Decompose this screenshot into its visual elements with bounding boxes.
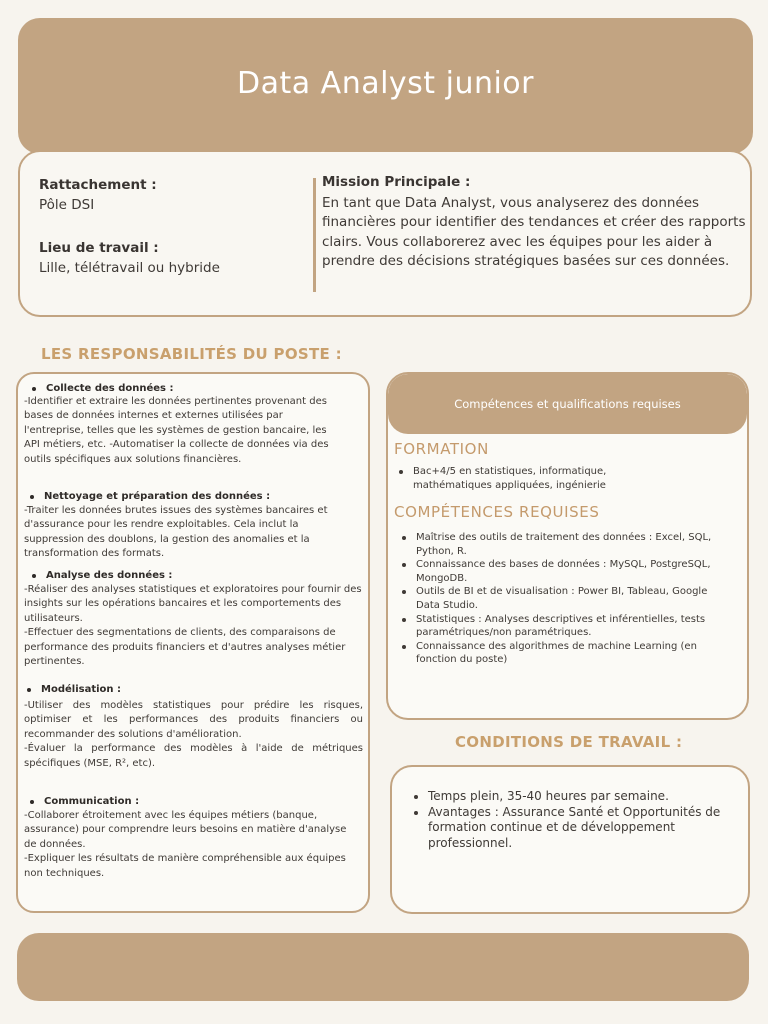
- resp-title: Communication :: [24, 796, 364, 807]
- resp-analyse: [24, 570, 364, 669]
- resp-title: Analyse des données :: [24, 570, 364, 581]
- conditions-list: [412, 789, 722, 851]
- list-item: Outils de BI et de visualisation : Power BI, Tableau, Google Data Studio.: [398, 585, 718, 612]
- resp-body: -Identifier et extraire les données pertinentes provenant des bases de données internes et externes utilisées par l'entreprise, telles que les systèmes de gestion bancaire, les API métiers, etc. -Automatiser la collecte de données via des outils spécifiques aux solutions financières.: [24, 396, 329, 465]
- resp-communication: [24, 796, 364, 881]
- resp-body: -Réaliser des analyses statistiques et exploratoires pour fournir des insights sur les opérations bancaires et les comportements des utilisateurs. -Effectuer des segmentations de clients, des comparaisons de performance des produits financiers et d'autres analyses métier pertinentes.: [24, 584, 362, 668]
- mission-divider: [313, 178, 316, 292]
- rattachement-value: Pôle DSI: [39, 197, 95, 213]
- mission-label: Mission Principale :: [322, 174, 471, 190]
- resp-title: Modélisation :: [24, 684, 364, 695]
- competences-card: [386, 372, 749, 720]
- list-item: Maîtrise des outils de traitement des données : Excel, SQL, Python, R.: [398, 531, 718, 558]
- requises-heading: COMPÉTENCES REQUISES: [394, 503, 600, 521]
- responsibilities-heading: LES RESPONSABILITÉS DU POSTE :: [41, 345, 342, 363]
- competences-header-text: Compétences et qualifications requises: [454, 397, 681, 411]
- formation-list: [395, 465, 665, 492]
- resp-modelisation: [24, 684, 364, 771]
- resp-title: Nettoyage et préparation des données :: [24, 491, 364, 502]
- rattachement-label: Rattachement :: [39, 177, 157, 193]
- header-banner: [18, 18, 753, 154]
- resp-nettoyage: [24, 491, 364, 562]
- resp-body: -Utiliser des modèles statistiques pour prédire les risques, optimiser et les performances des produits financiers ou recommander des solutions d'amélioration. -Évaluer la performance des modèles à l'aide de métriques spécifiques (MSE, R², etc).: [24, 700, 363, 769]
- resp-body: -Collaborer étroitement avec les équipes métiers (banque, assurance) pour comprendre leurs besoins en matière d'analyse de données. -Expliquer les résultats de manière compréhensible aux équipes non techniques.: [24, 810, 347, 879]
- list-item: Statistiques : Analyses descriptives et inférentielles, tests paramétriques/non paramétriques.: [398, 613, 718, 640]
- conditions-heading: CONDITIONS DE TRAVAIL :: [455, 733, 683, 751]
- formation-heading: FORMATION: [394, 440, 489, 458]
- competences-header: [388, 374, 747, 434]
- lieu-value: Lille, télétravail ou hybride: [39, 260, 220, 276]
- list-item: Connaissance des bases de données : MySQL, PostgreSQL, MongoDB.: [398, 558, 718, 585]
- list-item: Avantages : Assurance Santé et Opportunités de formation continue et de développement professionnel.: [412, 805, 722, 852]
- list-item: Bac+4/5 en statistiques, informatique, mathématiques appliquées, ingénierie: [395, 465, 665, 492]
- resp-body: -Traiter les données brutes issues des systèmes bancaires et d'assurance pour les rendre exploitables. Cela inclut la suppression des doublons, la gestion des anomalies et la transformation des formats.: [24, 505, 328, 560]
- page-title: Data Analyst junior: [237, 65, 534, 101]
- list-item: Temps plein, 35-40 heures par semaine.: [412, 789, 722, 805]
- mission-text: En tant que Data Analyst, vous analyserez des données financières pour identifier des tendances et créer des rapports clairs. Vous collaborerez avec les équipes pour les aider à prendre des décisions stratégiques basées sur ces données.: [322, 195, 746, 269]
- requises-list: [398, 531, 718, 667]
- lieu-label: Lieu de travail :: [39, 240, 159, 256]
- footer-banner: [17, 933, 749, 1001]
- resp-title: Collecte des données :: [24, 383, 364, 394]
- list-item: Connaissance des algorithmes de machine Learning (en fonction du poste): [398, 640, 718, 667]
- conditions-card: [390, 765, 750, 914]
- resp-collecte: [24, 383, 364, 467]
